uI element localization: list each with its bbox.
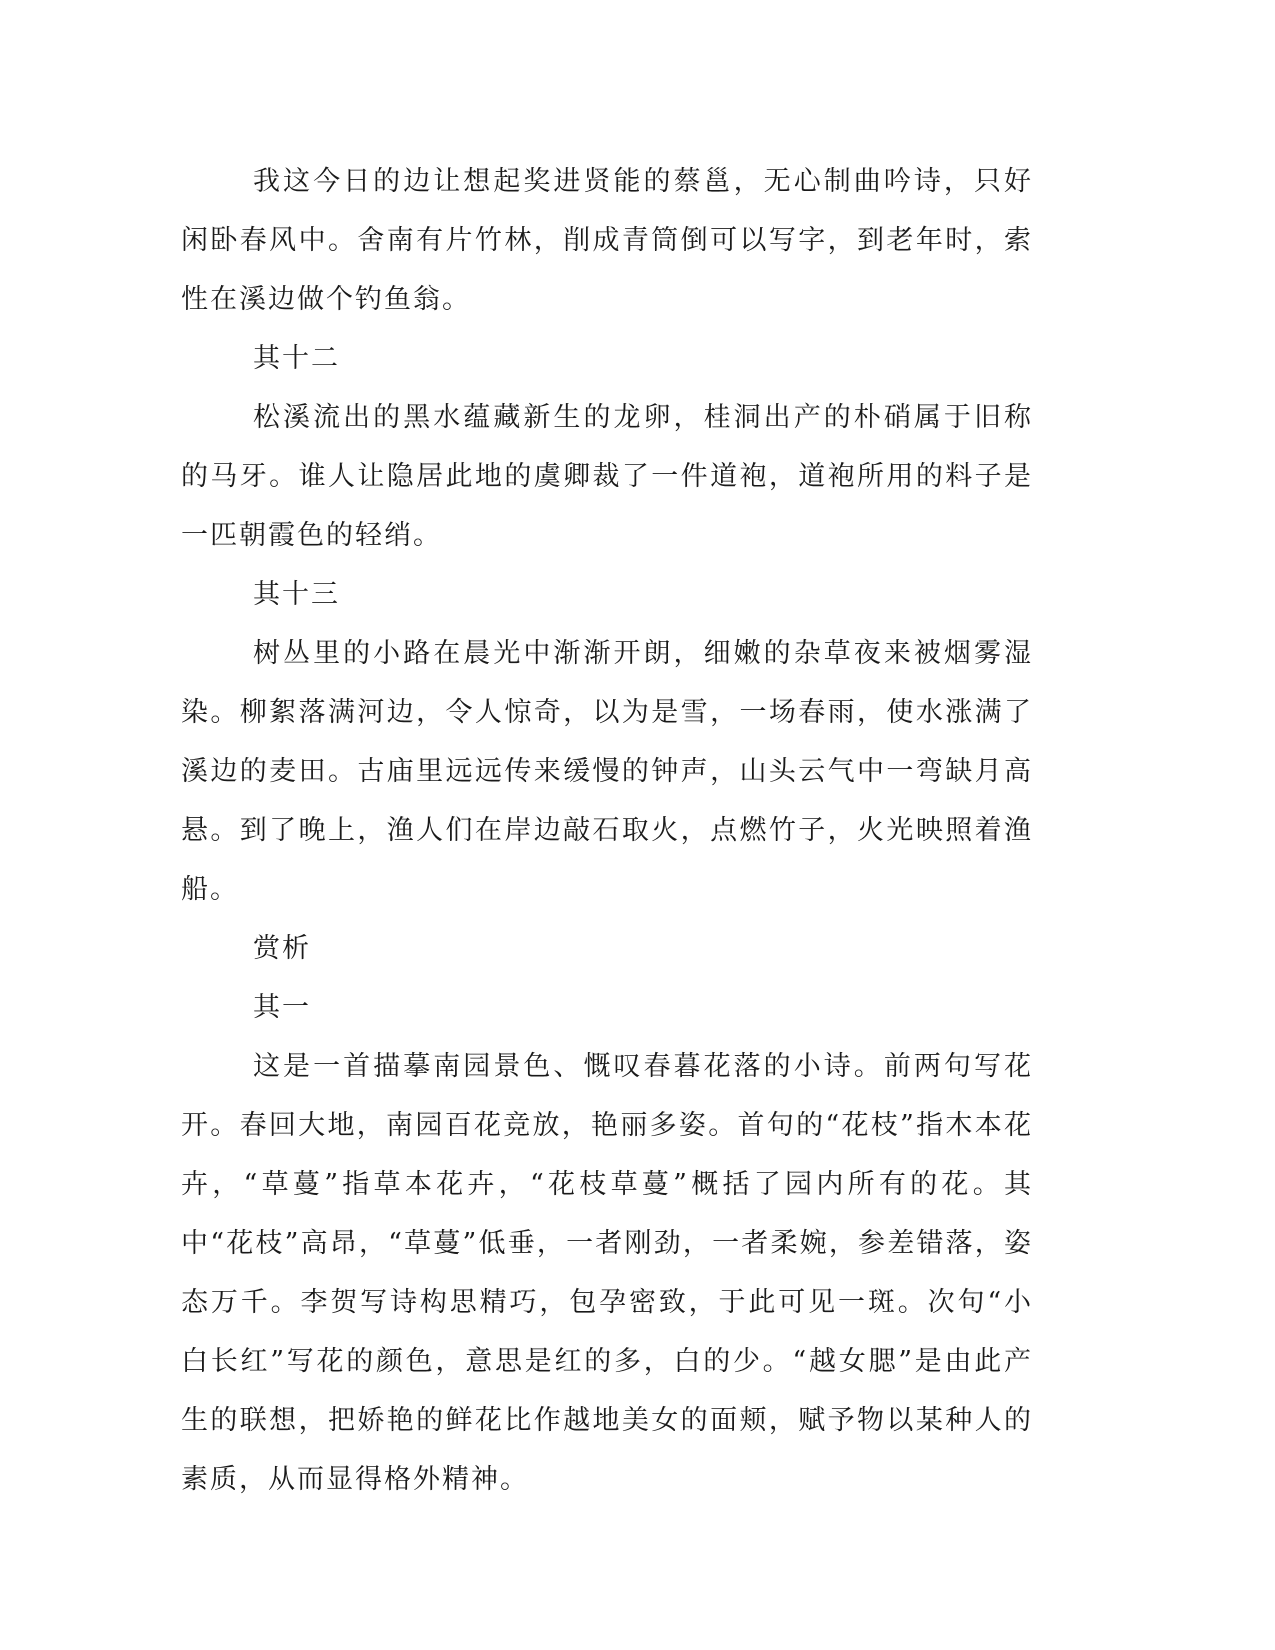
- section-heading-12: 其十二: [253, 343, 340, 374]
- paragraph-translation-12: 松溪流出的黑水蕴藏新生的龙卵，桂洞出产的朴硝属于旧称的马牙。谁人让隐居此地的虞卿裁了一件道袍，道袍所用的料子是一匹朝霞色的轻绡。: [181, 402, 1033, 551]
- section-heading-13: 其十三: [253, 579, 340, 610]
- section-heading-1: 其一: [253, 992, 311, 1023]
- paragraph-translation-11-end: 我这今日的边让想起奖进贤能的蔡邕，无心制曲吟诗，只好闲卧春风中。舍南有片竹林，削成青筒倒可以写字，到老年时，索性在溪边做个钓鱼翁。: [181, 166, 1033, 315]
- section-heading-appreciation: 赏析: [253, 933, 311, 964]
- document-body: [181, 152, 1033, 1509]
- paragraph-appreciation-1: 这是一首描摹南园景色、慨叹春暮花落的小诗。前两句写花开。春回大地，南园百花竞放，艳丽多姿。首句的“花枝”指木本花卉，“草蔓”指草本花卉，“花枝草蔓”概括了园内所有的花。其中“花枝”高昂，“草蔓”低垂，一者刚劲，一者柔婉，参差错落，姿态万千。李贺写诗构思精巧，包孕密致，于此可见一斑。次句“小白长红”写花的颜色，意思是红的多，白的少。“越女腮”是由此产生的联想，把娇艳的鲜花比作越地美女的面颊，赋予物以某种人的素质，从而显得格外精神。: [181, 1051, 1033, 1495]
- paragraph-translation-13: 树丛里的小路在晨光中渐渐开朗，细嫩的杂草夜来被烟雾湿染。柳絮落满河边，令人惊奇，以为是雪，一场春雨，使水涨满了溪边的麦田。古庙里远远传来缓慢的钟声，山头云气中一弯缺月高悬。到了晚上，渔人们在岸边敲石取火，点燃竹子，火光映照着渔船。: [181, 638, 1033, 905]
